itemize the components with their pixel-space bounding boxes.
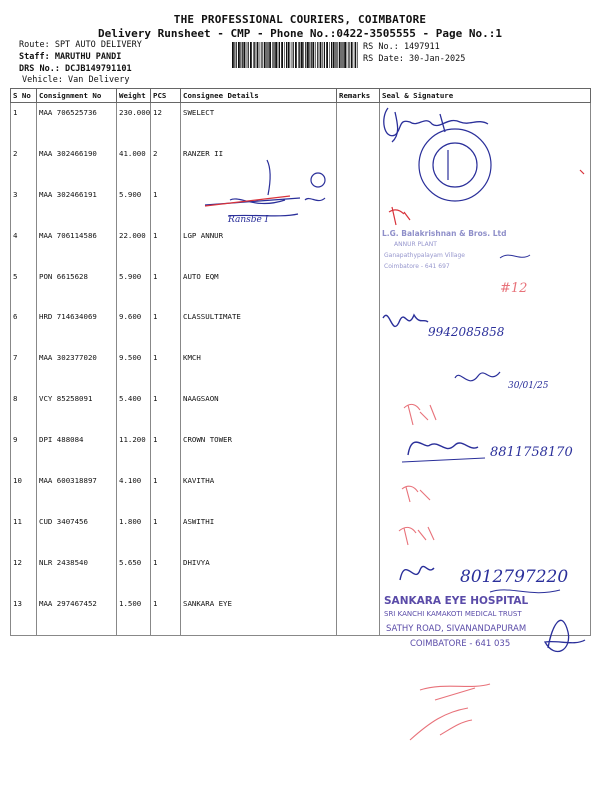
row6-phone: 9942085858 (428, 325, 505, 339)
table-row (11, 144, 591, 185)
cell-sno: 7 (11, 348, 37, 389)
header-remarks: Remarks (337, 89, 380, 103)
cell-weight: 9.500 (117, 348, 151, 389)
row7-date: 30/01/25 (508, 381, 549, 391)
cell-sno: 4 (11, 226, 37, 267)
cell-sno: 3 (11, 185, 37, 226)
table-row (11, 430, 591, 471)
cell-signature (380, 348, 591, 389)
cell-consignee: CROWN TOWER (181, 430, 337, 471)
cell-pcs: 1 (151, 185, 181, 226)
bottom-red-scribble (410, 684, 490, 740)
cell-signature (380, 185, 591, 226)
header-signature: Seal & Signature (380, 89, 591, 103)
cell-consignee: KAVITHA (181, 471, 337, 512)
row4-stamp-line3: Ganapathypalayam Village (384, 252, 465, 259)
cell-pcs: 1 (151, 512, 181, 553)
cell-signature (380, 512, 591, 553)
table-row (11, 389, 591, 430)
cell-consignment: MAA 302466190 (37, 144, 117, 185)
staff-label: Staff: MARUTHU PANDI (19, 52, 122, 62)
cell-signature (380, 307, 591, 348)
cell-remarks (337, 103, 380, 144)
table-row (11, 307, 591, 348)
cell-pcs: 1 (151, 389, 181, 430)
route-label: Route: SPT AUTO DELIVERY (19, 40, 142, 50)
cell-consignment: HRD 714634069 (37, 307, 117, 348)
cell-consignee (181, 185, 337, 226)
cell-pcs: 1 (151, 471, 181, 512)
cell-sno: 12 (11, 553, 37, 594)
cell-remarks (337, 348, 380, 389)
cell-pcs: 1 (151, 594, 181, 635)
cell-consignee: NAAGSAON (181, 389, 337, 430)
cell-consignment: MAA 297467452 (37, 594, 117, 635)
cell-sno: 11 (11, 512, 37, 553)
cell-consignment: MAA 600318897 (37, 471, 117, 512)
cell-remarks (337, 226, 380, 267)
table-row (11, 185, 591, 226)
cell-weight: 1.800 (117, 512, 151, 553)
rs-number: RS No.: 1497911 (363, 42, 440, 52)
table-row (11, 553, 591, 594)
cell-pcs: 1 (151, 267, 181, 308)
cell-consignee: KMCH (181, 348, 337, 389)
row4-stamp-line4: Coimbatore - 641 697 (384, 263, 450, 270)
cell-consignee: DHIVYA (181, 553, 337, 594)
table-header-row (11, 89, 591, 103)
cell-consignment: MAA 302377020 (37, 348, 117, 389)
table-row (11, 226, 591, 267)
cell-weight: 41.000 (117, 144, 151, 185)
runsheet-table (10, 88, 591, 636)
header-consignment: Consignment No (37, 89, 117, 103)
cell-sno: 13 (11, 594, 37, 635)
cell-weight: 5.900 (117, 185, 151, 226)
cell-pcs: 1 (151, 430, 181, 471)
cell-remarks (337, 389, 380, 430)
cell-sno: 1 (11, 103, 37, 144)
cell-remarks (337, 594, 380, 635)
cell-sno: 2 (11, 144, 37, 185)
table-row (11, 512, 591, 553)
cell-remarks (337, 144, 380, 185)
row4-stamp-line1: L.G. Balakrishnan & Bros. Ltd (382, 229, 507, 238)
cell-weight: 5.650 (117, 553, 151, 594)
sankara-stamp-line2: SRI KANCHI KAMAKOTI MEDICAL TRUST (384, 610, 522, 618)
cell-remarks (337, 553, 380, 594)
cell-consignee: LGP ANNUR (181, 226, 337, 267)
cell-signature (380, 226, 591, 267)
table-row (11, 267, 591, 308)
row12-phone: 8012797220 (460, 567, 569, 587)
cell-pcs: 1 (151, 553, 181, 594)
row9-phone: 8811758170 (490, 445, 573, 460)
cell-weight: 5.400 (117, 389, 151, 430)
cell-consignment: MAA 706114586 (37, 226, 117, 267)
header-sno: S No (11, 89, 37, 103)
cell-sno: 5 (11, 267, 37, 308)
cell-consignee: CLASSULTIMATE (181, 307, 337, 348)
table-row (11, 348, 591, 389)
cell-sno: 8 (11, 389, 37, 430)
cell-signature (380, 144, 591, 185)
cell-remarks (337, 267, 380, 308)
cell-consignment: VCY 85258091 (37, 389, 117, 430)
cell-remarks (337, 512, 380, 553)
cell-remarks (337, 307, 380, 348)
cell-signature (380, 471, 591, 512)
cell-pcs: 1 (151, 307, 181, 348)
cell-pcs: 1 (151, 348, 181, 389)
cell-remarks (337, 430, 380, 471)
cell-remarks (337, 471, 380, 512)
cell-sno: 6 (11, 307, 37, 348)
cell-consignment: MAA 302466191 (37, 185, 117, 226)
cell-consignment: DPI 488084 (37, 430, 117, 471)
rs-date: RS Date: 30-Jan-2025 (363, 54, 466, 64)
cell-weight: 5.900 (117, 267, 151, 308)
cell-consignee: SWELECT (181, 103, 337, 144)
row3-note: Ransbe I (228, 215, 269, 225)
cell-signature (380, 267, 591, 308)
cell-signature (380, 103, 591, 144)
cell-signature (380, 389, 591, 430)
row5-red-mark: #12 (500, 281, 528, 296)
cell-weight: 22.000 (117, 226, 151, 267)
cell-consignment: PON 6615628 (37, 267, 117, 308)
vehicle-label: Vehicle: Van Delivery (22, 75, 130, 85)
document-subtitle: Delivery Runsheet - CMP - Phone No.:0422-3505555 - Page No.:1 (98, 27, 502, 40)
document-title: THE PROFESSIONAL COURIERS, COIMBATORE (173, 13, 427, 26)
header-pcs: PCS (151, 89, 181, 103)
barcode-image (232, 42, 358, 68)
sankara-stamp-line4: COIMBATORE - 641 035 (410, 639, 511, 649)
table-row (11, 594, 591, 635)
cell-consignee: AUTO EQM (181, 267, 337, 308)
drs-number: DRS No.: DCJB149791101 (19, 64, 132, 74)
cell-pcs: 1 (151, 226, 181, 267)
cell-remarks (337, 185, 380, 226)
sankara-stamp-line3: SATHY ROAD, SIVANANDAPURAM (386, 624, 527, 634)
row4-stamp-line2: ANNUR PLANT (394, 241, 437, 248)
cell-signature (380, 594, 591, 635)
cell-consignee: SANKARA EYE (181, 594, 337, 635)
sankara-stamp-line1: SANKARA EYE HOSPITAL (384, 595, 529, 607)
cell-weight: 1.500 (117, 594, 151, 635)
header-weight: Weight (117, 89, 151, 103)
cell-signature (380, 430, 591, 471)
cell-weight: 11.200 (117, 430, 151, 471)
cell-weight: 9.600 (117, 307, 151, 348)
cell-consignee: RANZER II (181, 144, 337, 185)
cell-sno: 9 (11, 430, 37, 471)
table-row (11, 471, 591, 512)
cell-sno: 10 (11, 471, 37, 512)
cell-signature (380, 553, 591, 594)
table-row (11, 103, 591, 144)
cell-weight: 4.100 (117, 471, 151, 512)
cell-consignment: CUD 3407456 (37, 512, 117, 553)
header-consignee: Consignee Details (181, 89, 337, 103)
cell-consignment: MAA 706525736 (37, 103, 117, 144)
cell-pcs: 12 (151, 103, 181, 144)
cell-weight: 230.000 (117, 103, 151, 144)
cell-consignee: ASWITHI (181, 512, 337, 553)
cell-consignment: NLR 2438540 (37, 553, 117, 594)
cell-pcs: 2 (151, 144, 181, 185)
